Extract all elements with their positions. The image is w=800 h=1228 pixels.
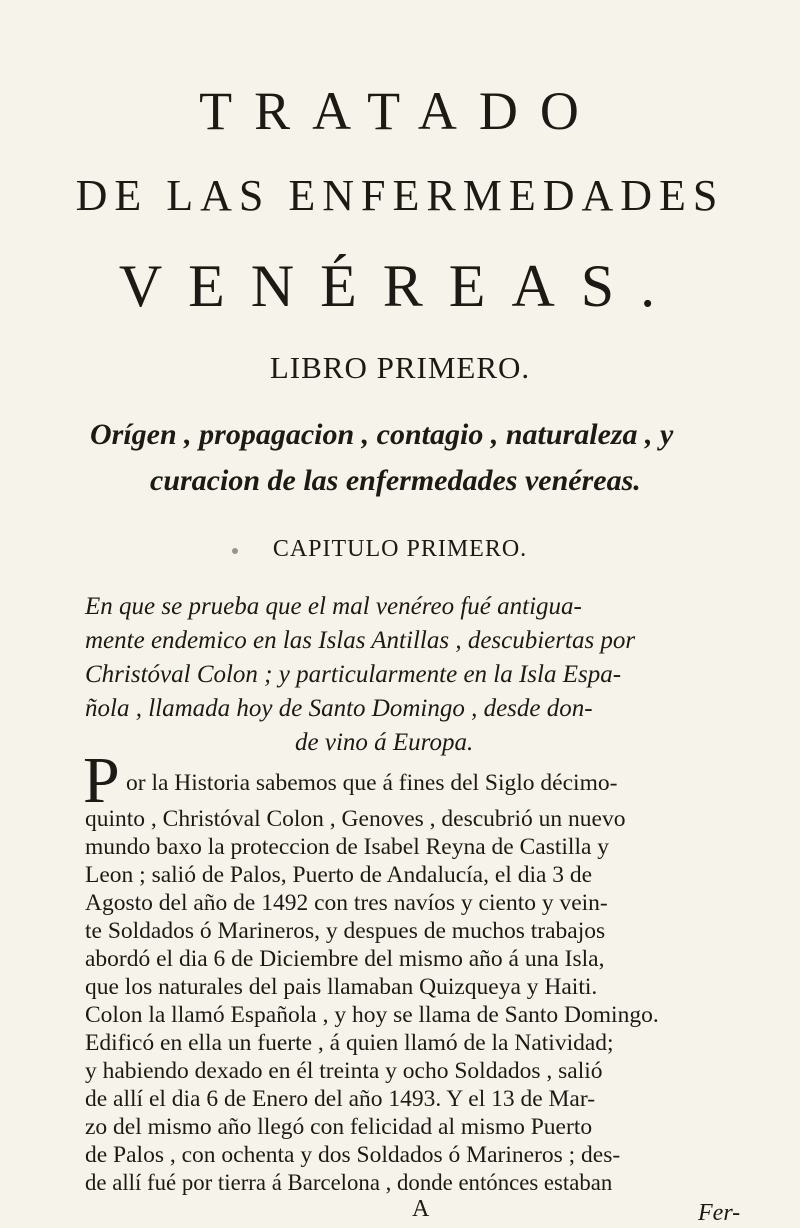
body-line: quinto , Christóval Colon , Genoves , descubrió un nuevo	[85, 806, 626, 832]
body-line: de allí fué por tierra á Barcelona , donde entónces estaban	[85, 1170, 613, 1195]
title-enfermedades: DE LAS ENFERMEDADES	[75, 171, 725, 220]
body-line: zo del mismo año llegó con felicidad al mismo Puerto	[85, 1114, 593, 1140]
catchword: Fer-	[698, 1200, 741, 1226]
summary-line: Christóval Colon ; y particularmente en la Isla Espa-	[85, 661, 622, 688]
body-line: de allí el dia 6 de Enero del año 1493. Y el 13 de Mar-	[85, 1086, 596, 1112]
body-line: que los naturales del pais llamaban Quizqueya y Haiti.	[85, 974, 598, 1000]
body-line: te Soldados ó Marineros, y despues de muchos trabajos	[85, 918, 606, 944]
body-line: Agosto del año de 1492 con tres navíos y ciento y vein-	[85, 890, 608, 916]
body-line: Colon la llamó Española , y hoy se llama de Santo Domingo.	[85, 1002, 659, 1028]
body-line: y habiendo dexado en él treinta y ocho Soldados , salió	[85, 1058, 603, 1084]
book-heading: LIBRO PRIMERO.	[269, 350, 531, 385]
body-line: Edificó en ella un fuerte , á quien llamó de la Natividad;	[85, 1030, 614, 1056]
body-line: mundo baxo la proteccion de Isabel Reyna de Castilla y	[85, 834, 610, 860]
summary-line: En que se prueba que el mal venéreo fué antigua-	[85, 593, 582, 620]
title-venereas: VENÉREAS.	[118, 253, 682, 319]
title-tratado: TRATADO	[199, 81, 601, 141]
signature-mark: A	[412, 1196, 430, 1222]
body-line: de Palos , con ochenta y dos Soldados ó Marineros ; des-	[85, 1142, 621, 1168]
summary-line: mente endemico en las Islas Antillas , descubiertas por	[85, 627, 636, 654]
body-line: abordó el dia 6 de Diciembre del mismo año á una Isla,	[85, 946, 605, 972]
chapter-heading: CAPITULO PRIMERO.	[272, 536, 528, 562]
body-line: Leon ; salió de Palos, Puerto de Andalucía, el dia 3 de	[85, 862, 593, 888]
summary-line: de vino á Europa.	[295, 729, 474, 756]
drop-cap: P	[83, 744, 120, 817]
body-line: or la Historia sabemos que á fines del Siglo décimo-	[126, 770, 618, 796]
summary-line: ñola , llamada hoy de Santo Domingo , desde don-	[85, 695, 593, 722]
subtitle-line-2: curacion de las enfermedades venéreas.	[150, 464, 641, 497]
subtitle-line-1: Orígen , propagacion , contagio , naturaleza , y	[90, 418, 674, 451]
